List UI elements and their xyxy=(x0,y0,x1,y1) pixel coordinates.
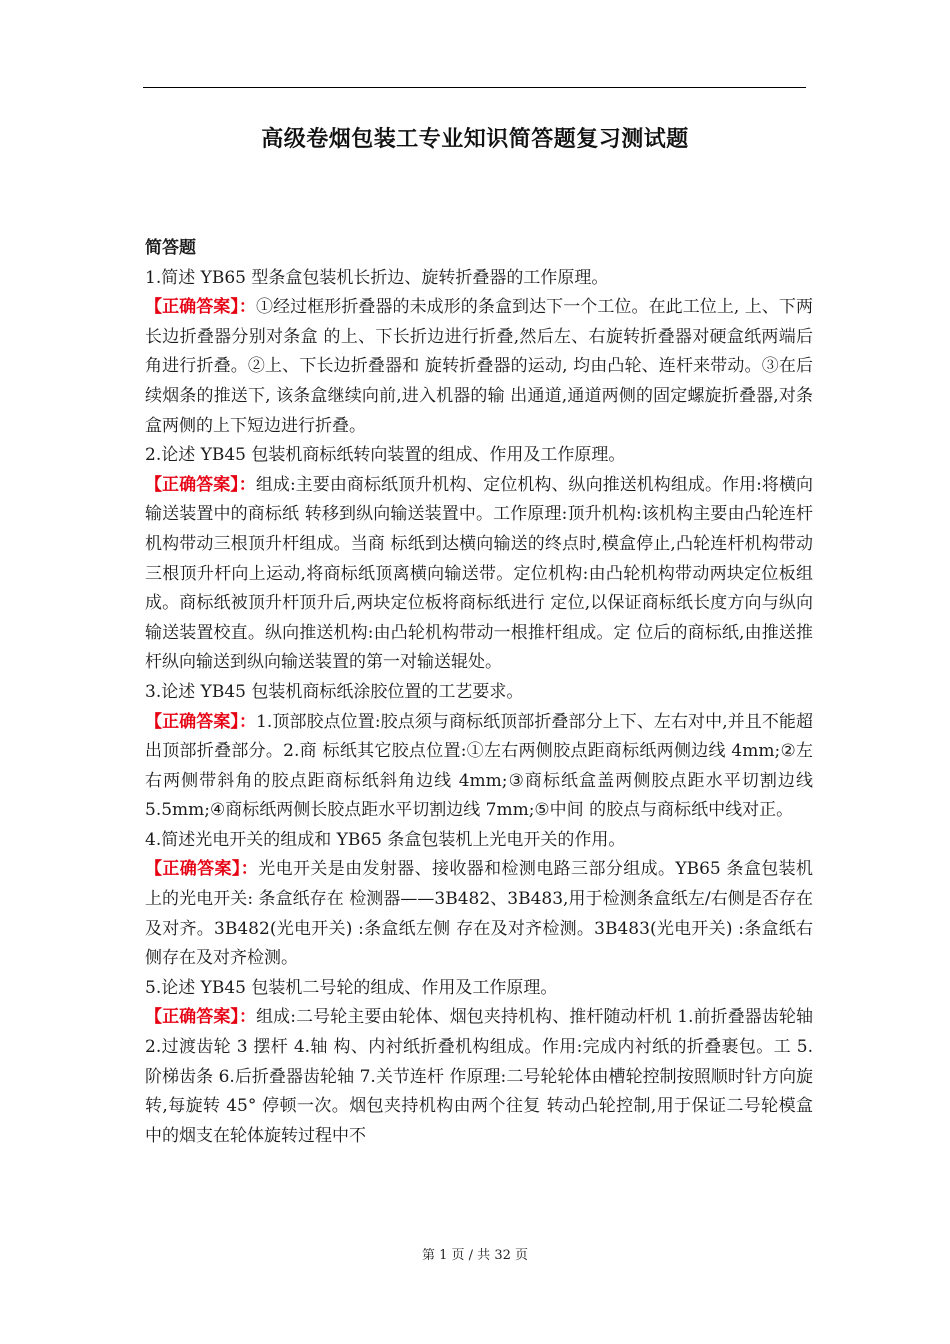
answer-text: ①经过框形折叠器的未成形的条盒到达下一个工位。在此工位上, 上、下两长边折叠器分别对条盒 的上、下长折边进行折叠,然后左、右旋转折叠器对硬盒纸两端后角进行折叠。②上、下长边折叠器和 旋转折叠器的运动, 均由凸轮、连杆来带动。③在后续烟条的推送下, 该条盒继续向前,进入机器的输 出通道,通道两侧的固定螺旋折叠器,对条盒两侧的上下短边进行折叠。 xyxy=(145,297,813,436)
answer-4 xyxy=(145,855,813,973)
question-1: 1.简述 YB65 型条盒包装机长折边、旋转折叠器的工作原理。 xyxy=(145,267,609,288)
question-2: 2.论述 YB45 包装机商标纸转向装置的组成、作用及工作原理。 xyxy=(145,445,626,466)
answer-label: 【正确答案】： xyxy=(145,474,256,495)
question-4: 4.简述光电开关的组成和 YB65 条盒包装机上光电开关的作用。 xyxy=(145,829,626,850)
answer-text: 光电开关是由发射器、接收器和检测电路三部分组成。YB65 条盒包装机上的光电开关: 条盒纸存在 检测器——3B482、3B483,用于检测条盒纸左/右侧是否存在及对齐。3B482(光电开关) :条盒纸左侧 存在及对齐检测。3B483(光电开关) :条盒纸右侧存在及对齐检测。 xyxy=(145,859,814,969)
answer-text: 组成:二号轮主要由轮体、烟包夹持机构、推杆随动杆机 1.前折叠器齿轮轴 2.过渡齿轮 3 摆杆 4.轴 构、内衬纸折叠机构组成。作用:完成内衬纸的折叠裹包。工 5.阶梯齿条 6.后折叠器齿轮轴 7.关节连杆 作原理:二号轮轮体由槽轮控制按照顺时针方向旋转,每旋转 45° 停顿一次。烟包夹持机构由两个往复 转动凸轮控制,用于保证二号轮模盒中的烟支在轮体旋转过程中不 xyxy=(145,1007,814,1146)
document-title: 高级卷烟包装工专业知识简答题复习测试题 xyxy=(261,127,689,152)
page-footer: 第 1 页 / 共 32 页 xyxy=(422,1248,528,1263)
answer-3 xyxy=(145,708,813,826)
answer-label: 【正确答案】： xyxy=(145,297,256,318)
question-5: 5.论述 YB45 包装机二号轮的组成、作用及工作原理。 xyxy=(145,977,558,998)
answer-text: 组成:主要由商标纸顶升机构、定位机构、纵向推送机构组成。作用:将横向输送装置中的商标纸 转移到纵向输送装置中。工作原理:顶升机构:该机构主要由凸轮连杆机构带动三根顶升杆组成。当商 标纸到达横向输送的终点时,模盒停止,凸轮连杆机构带动三根顶升杆向上运动,将商标纸顶离横向输送带。定位机构:由凸轮机构带动两块定位板组成。商标纸被顶升杆顶升后,两块定位板将商标纸进行 定位,以保证商标纸长度方向与纵向输送装置校直。纵向推送机构:由凸轮机构带动一根推杆组成。定 位后的商标纸,由推送推杆纵向输送到纵向输送装置的第一对输送辊处。 xyxy=(145,474,813,673)
answer-label: 【正确答案】： xyxy=(145,711,257,732)
question-3: 3.论述 YB45 包装机商标纸涂胶位置的工艺要求。 xyxy=(145,681,524,702)
answer-2 xyxy=(145,471,813,678)
answer-label: 【正确答案】： xyxy=(145,1007,257,1028)
document-body xyxy=(145,234,813,1151)
section-heading: 简答题 xyxy=(145,238,196,258)
answer-5 xyxy=(145,1003,813,1151)
answer-1 xyxy=(145,293,813,441)
answer-text: 1.顶部胶点位置:胶点须与商标纸顶部折叠部分上下、左右对中,并且不能超出顶部折叠部分。2.商 标纸其它胶点位置:①左右两侧胶点距商标纸两侧边线 4mm;②左右两侧带斜角的胶点距商标纸斜角边线 4mm;③商标纸盒盖两侧胶点距水平切割边线 5.5mm;④商标纸两侧长胶点距水平切割边线 7mm;⑤中间 的胶点与商标纸中线对正。 xyxy=(145,711,814,821)
answer-label: 【正确答案】： xyxy=(145,859,259,880)
header-rule xyxy=(143,87,806,88)
